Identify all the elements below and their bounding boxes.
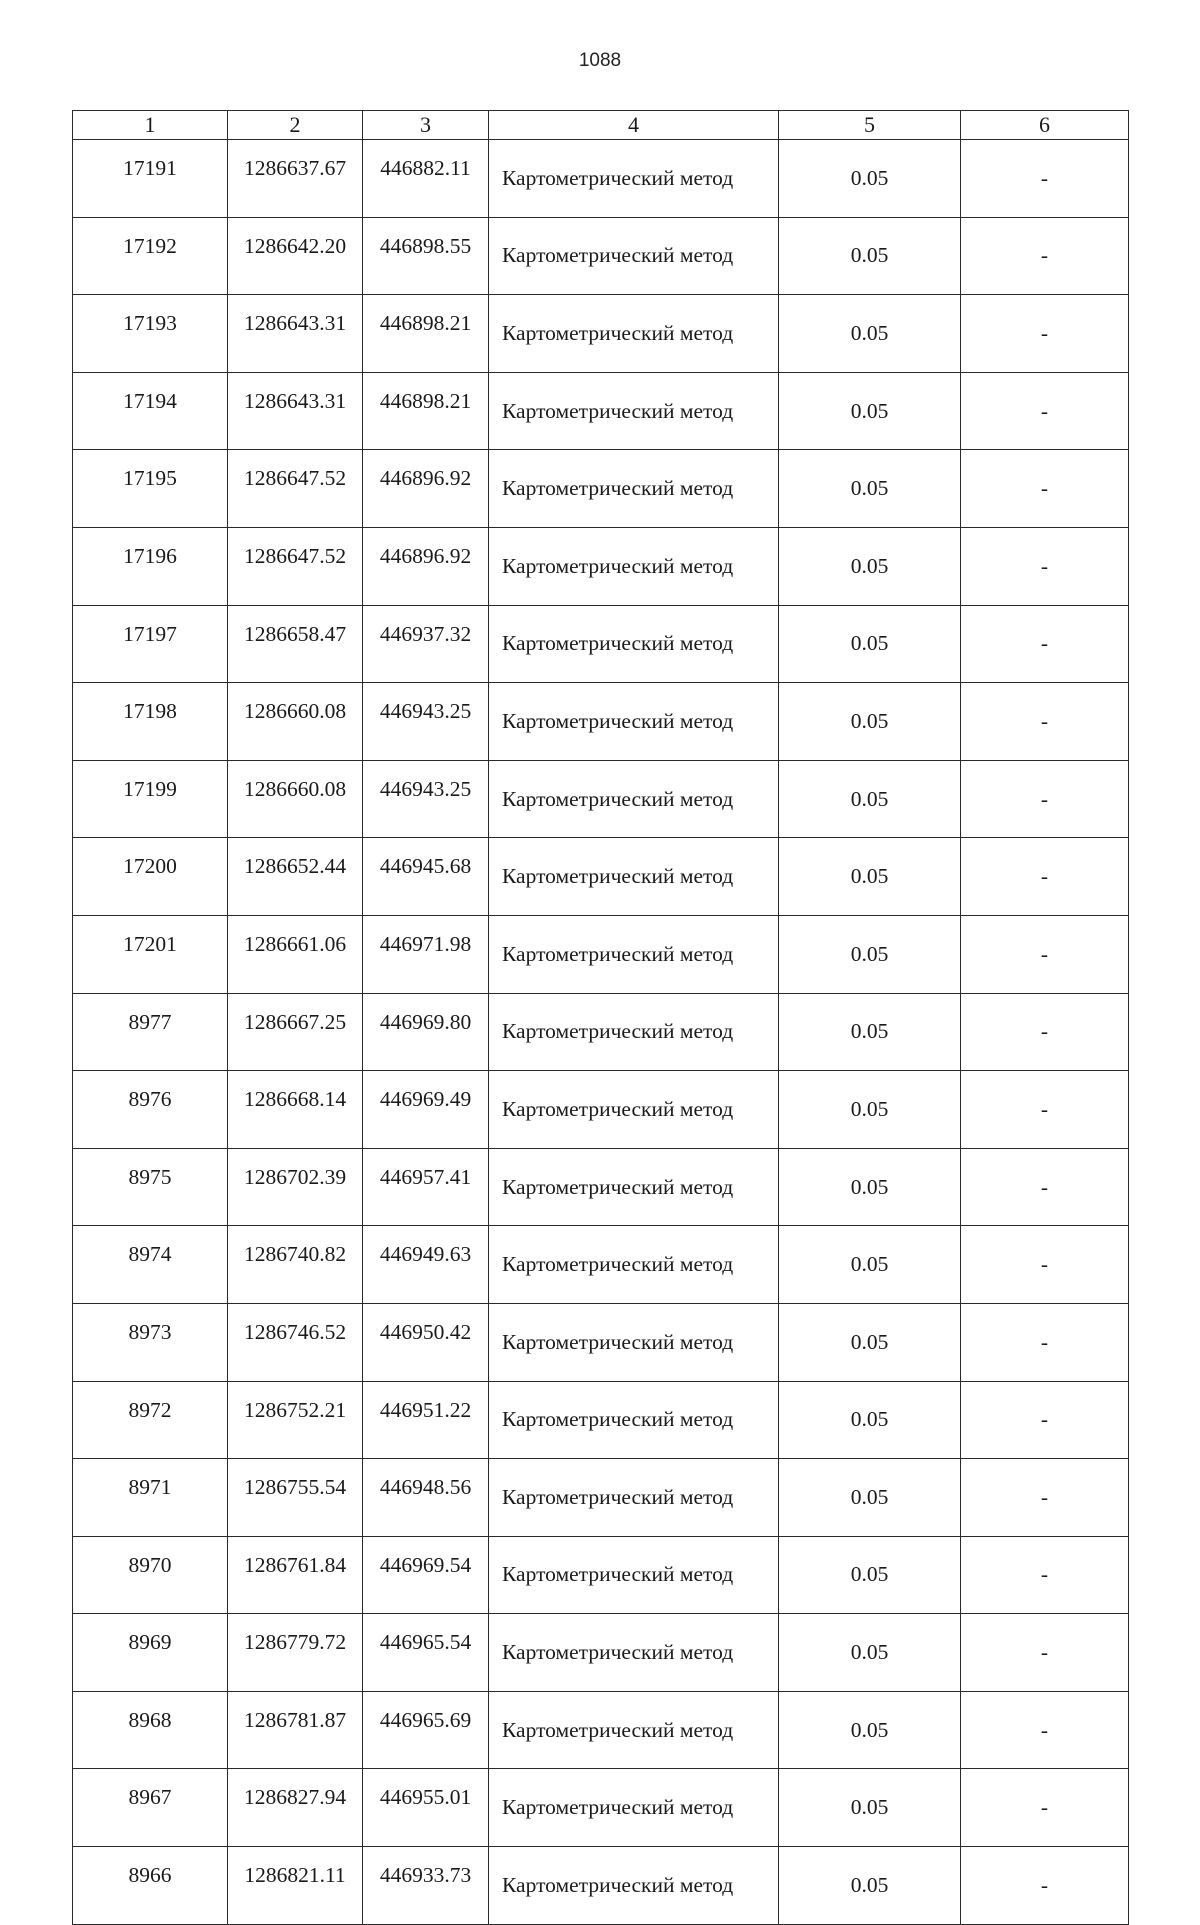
y-coordinate-cell: 446898.55 [363, 217, 489, 295]
y-coordinate-cell: 446933.73 [363, 1847, 489, 1925]
note-cell: - [961, 1071, 1129, 1149]
x-coordinate-cell: 1286660.08 [228, 760, 363, 838]
column-header: 5 [779, 111, 961, 140]
note-cell: - [961, 1226, 1129, 1304]
note-cell: - [961, 605, 1129, 683]
method-cell: Картометрический метод [489, 295, 779, 373]
x-coordinate-cell: 1286827.94 [228, 1769, 363, 1847]
note-cell: - [961, 1614, 1129, 1692]
table-row [73, 1536, 1129, 1614]
point-number-cell: 8976 [73, 1071, 228, 1149]
table-row [73, 1691, 1129, 1769]
table-row [73, 1769, 1129, 1847]
x-coordinate-cell: 1286761.84 [228, 1536, 363, 1614]
note-cell: - [961, 1691, 1129, 1769]
header-row [73, 111, 1129, 140]
table-row [73, 1226, 1129, 1304]
table-row [73, 527, 1129, 605]
method-cell: Картометрический метод [489, 1381, 779, 1459]
table-row [73, 838, 1129, 916]
method-cell: Картометрический метод [489, 527, 779, 605]
y-coordinate-cell: 446948.56 [363, 1459, 489, 1537]
accuracy-cell: 0.05 [779, 683, 961, 761]
point-number-cell: 17196 [73, 527, 228, 605]
y-coordinate-cell: 446951.22 [363, 1381, 489, 1459]
accuracy-cell: 0.05 [779, 450, 961, 528]
y-coordinate-cell: 446965.69 [363, 1691, 489, 1769]
x-coordinate-cell: 1286642.20 [228, 217, 363, 295]
point-number-cell: 17197 [73, 605, 228, 683]
method-cell: Картометрический метод [489, 1303, 779, 1381]
method-cell: Картометрический метод [489, 1614, 779, 1692]
x-coordinate-cell: 1286637.67 [228, 140, 363, 218]
accuracy-cell: 0.05 [779, 1148, 961, 1226]
accuracy-cell: 0.05 [779, 838, 961, 916]
point-number-cell: 17195 [73, 450, 228, 528]
table-row [73, 760, 1129, 838]
x-coordinate-cell: 1286661.06 [228, 915, 363, 993]
method-cell: Картометрический метод [489, 140, 779, 218]
y-coordinate-cell: 446969.49 [363, 1071, 489, 1149]
note-cell: - [961, 1303, 1129, 1381]
x-coordinate-cell: 1286667.25 [228, 993, 363, 1071]
point-number-cell: 8969 [73, 1614, 228, 1692]
method-cell: Картометрический метод [489, 760, 779, 838]
page-number: 1088 [578, 50, 622, 71]
accuracy-cell: 0.05 [779, 217, 961, 295]
point-number-cell: 17201 [73, 915, 228, 993]
accuracy-cell: 0.05 [779, 1614, 961, 1692]
y-coordinate-cell: 446955.01 [363, 1769, 489, 1847]
accuracy-cell: 0.05 [779, 1381, 961, 1459]
table-row [73, 140, 1129, 218]
note-cell: - [961, 1148, 1129, 1226]
y-coordinate-cell: 446945.68 [363, 838, 489, 916]
point-number-cell: 17200 [73, 838, 228, 916]
y-coordinate-cell: 446949.63 [363, 1226, 489, 1304]
x-coordinate-cell: 1286658.47 [228, 605, 363, 683]
y-coordinate-cell: 446969.80 [363, 993, 489, 1071]
accuracy-cell: 0.05 [779, 527, 961, 605]
table-row [73, 915, 1129, 993]
method-cell: Картометрический метод [489, 993, 779, 1071]
x-coordinate-cell: 1286702.39 [228, 1148, 363, 1226]
x-coordinate-cell: 1286781.87 [228, 1691, 363, 1769]
accuracy-cell: 0.05 [779, 760, 961, 838]
note-cell: - [961, 993, 1129, 1071]
point-number-cell: 8967 [73, 1769, 228, 1847]
y-coordinate-cell: 446957.41 [363, 1148, 489, 1226]
column-header: 6 [961, 111, 1129, 140]
y-coordinate-cell: 446965.54 [363, 1614, 489, 1692]
y-coordinate-cell: 446896.92 [363, 450, 489, 528]
accuracy-cell: 0.05 [779, 993, 961, 1071]
x-coordinate-cell: 1286647.52 [228, 527, 363, 605]
accuracy-cell: 0.05 [779, 915, 961, 993]
table-row [73, 450, 1129, 528]
x-coordinate-cell: 1286647.52 [228, 450, 363, 528]
note-cell: - [961, 372, 1129, 450]
table-body [73, 140, 1129, 1925]
note-cell: - [961, 1847, 1129, 1925]
point-number-cell: 17191 [73, 140, 228, 218]
point-number-cell: 8970 [73, 1536, 228, 1614]
y-coordinate-cell: 446898.21 [363, 372, 489, 450]
note-cell: - [961, 1459, 1129, 1537]
y-coordinate-cell: 446943.25 [363, 683, 489, 761]
accuracy-cell: 0.05 [779, 1459, 961, 1537]
table-row [73, 1459, 1129, 1537]
note-cell: - [961, 760, 1129, 838]
accuracy-cell: 0.05 [779, 605, 961, 683]
table-row [73, 1847, 1129, 1925]
method-cell: Картометрический метод [489, 1226, 779, 1304]
point-number-cell: 8971 [73, 1459, 228, 1537]
method-cell: Картометрический метод [489, 1148, 779, 1226]
y-coordinate-cell: 446896.92 [363, 527, 489, 605]
x-coordinate-cell: 1286779.72 [228, 1614, 363, 1692]
table-row [73, 1614, 1129, 1692]
method-cell: Картометрический метод [489, 372, 779, 450]
method-cell: Картометрический метод [489, 1459, 779, 1537]
accuracy-cell: 0.05 [779, 1847, 961, 1925]
method-cell: Картометрический метод [489, 217, 779, 295]
y-coordinate-cell: 446898.21 [363, 295, 489, 373]
x-coordinate-cell: 1286643.31 [228, 372, 363, 450]
note-cell: - [961, 1381, 1129, 1459]
x-coordinate-cell: 1286740.82 [228, 1226, 363, 1304]
method-cell: Картометрический метод [489, 1536, 779, 1614]
point-number-cell: 17192 [73, 217, 228, 295]
method-cell: Картометрический метод [489, 1691, 779, 1769]
x-coordinate-cell: 1286821.11 [228, 1847, 363, 1925]
note-cell: - [961, 217, 1129, 295]
x-coordinate-cell: 1286652.44 [228, 838, 363, 916]
table-row [73, 993, 1129, 1071]
accuracy-cell: 0.05 [779, 1769, 961, 1847]
column-header: 2 [228, 111, 363, 140]
y-coordinate-cell: 446882.11 [363, 140, 489, 218]
method-cell: Картометрический метод [489, 605, 779, 683]
note-cell: - [961, 838, 1129, 916]
note-cell: - [961, 915, 1129, 993]
x-coordinate-cell: 1286668.14 [228, 1071, 363, 1149]
point-number-cell: 8968 [73, 1691, 228, 1769]
point-number-cell: 8977 [73, 993, 228, 1071]
table-row [73, 295, 1129, 373]
y-coordinate-cell: 446971.98 [363, 915, 489, 993]
note-cell: - [961, 683, 1129, 761]
x-coordinate-cell: 1286746.52 [228, 1303, 363, 1381]
note-cell: - [961, 295, 1129, 373]
y-coordinate-cell: 446950.42 [363, 1303, 489, 1381]
accuracy-cell: 0.05 [779, 1071, 961, 1149]
x-coordinate-cell: 1286660.08 [228, 683, 363, 761]
accuracy-cell: 0.05 [779, 372, 961, 450]
table-row [73, 1071, 1129, 1149]
coordinates-table [72, 110, 1129, 1925]
column-header: 3 [363, 111, 489, 140]
point-number-cell: 17194 [73, 372, 228, 450]
accuracy-cell: 0.05 [779, 295, 961, 373]
point-number-cell: 8966 [73, 1847, 228, 1925]
accuracy-cell: 0.05 [779, 1303, 961, 1381]
method-cell: Картометрический метод [489, 1769, 779, 1847]
table-row [73, 372, 1129, 450]
note-cell: - [961, 1769, 1129, 1847]
column-header: 4 [489, 111, 779, 140]
method-cell: Картометрический метод [489, 1847, 779, 1925]
x-coordinate-cell: 1286752.21 [228, 1381, 363, 1459]
method-cell: Картометрический метод [489, 683, 779, 761]
accuracy-cell: 0.05 [779, 1536, 961, 1614]
point-number-cell: 8972 [73, 1381, 228, 1459]
method-cell: Картометрический метод [489, 838, 779, 916]
table-row [73, 683, 1129, 761]
table-row [73, 1303, 1129, 1381]
table-row [73, 1381, 1129, 1459]
column-header: 1 [73, 111, 228, 140]
method-cell: Картометрический метод [489, 450, 779, 528]
table-row [73, 605, 1129, 683]
y-coordinate-cell: 446969.54 [363, 1536, 489, 1614]
accuracy-cell: 0.05 [779, 1226, 961, 1304]
accuracy-cell: 0.05 [779, 1691, 961, 1769]
point-number-cell: 8973 [73, 1303, 228, 1381]
point-number-cell: 17193 [73, 295, 228, 373]
point-number-cell: 17198 [73, 683, 228, 761]
table-row [73, 217, 1129, 295]
note-cell: - [961, 527, 1129, 605]
table-row [73, 1148, 1129, 1226]
point-number-cell: 8974 [73, 1226, 228, 1304]
x-coordinate-cell: 1286755.54 [228, 1459, 363, 1537]
x-coordinate-cell: 1286643.31 [228, 295, 363, 373]
y-coordinate-cell: 446943.25 [363, 760, 489, 838]
method-cell: Картометрический метод [489, 1071, 779, 1149]
accuracy-cell: 0.05 [779, 140, 961, 218]
note-cell: - [961, 140, 1129, 218]
point-number-cell: 17199 [73, 760, 228, 838]
note-cell: - [961, 450, 1129, 528]
note-cell: - [961, 1536, 1129, 1614]
point-number-cell: 8975 [73, 1148, 228, 1226]
method-cell: Картометрический метод [489, 915, 779, 993]
y-coordinate-cell: 446937.32 [363, 605, 489, 683]
